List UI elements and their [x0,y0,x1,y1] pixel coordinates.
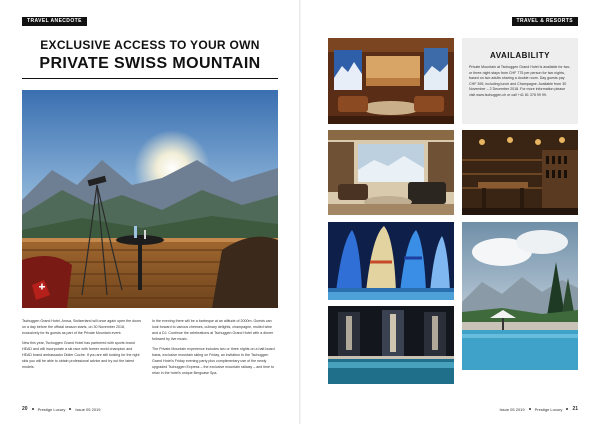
body-column-1 [22,318,142,374]
bullet-icon [32,408,34,410]
availability-box [462,38,578,124]
section-tag-left: TRAVEL ANECDOTE [22,17,87,26]
publication-name: Prestige Luxury [534,406,563,412]
bullet-icon [529,408,531,410]
photo-hotel-lounge [328,38,454,124]
headline-line-1: EXCLUSIVE ACCESS TO YOUR OWN [40,38,260,52]
availability-title: AVAILABILITY [490,51,550,60]
issue-label: Issue 05 2019 [499,406,525,412]
photo-wine-cellar [462,130,578,215]
page-number: 20 [22,406,28,412]
headline-line-2: PRIVATE SWISS MOUNTAIN [39,55,261,72]
section-tag-right: TRAVEL & RESORTS [512,17,579,26]
footer-left [22,406,101,412]
body-paragraph: New this year, Tschuggen Grand Hotel has partnered with sports brand HEAD and will incorporate a ski race with former world champion and HEAD brand ambassador Didier Cuche. If you are still looking for the right skis you will be able to obtain professional advice and try out the latest models. [22,341,140,369]
photo-outdoor-pool [462,222,578,370]
bullet-icon [566,408,568,410]
body-paragraph: In the evening there will be a barbeque at an altitude of 2000m. Guests can look forward to various cheeses, culinary delights, champagne, mulled wine and a DJ. Continue the celebrations at Tschuggen Grand Hotel with a dinner followed by live music. [152,319,274,341]
issue-label: Issue 05 2019 [75,406,101,412]
article-headline [22,38,278,74]
photo-suite-living-room [328,130,454,215]
body-paragraph: The Private Mountain experience includes two or three nights on a half-board basis, exclusive mountain skiing on Friday, an invitation to the Tschuggen Grand Hotel's Friday evening party plus complimentary use of the newly upgraded Tschuggen Express – the exclusive mountain railway – and time to relax in the hotel's unique Bergoase Spa. [152,347,275,375]
page-number: 21 [572,406,578,412]
page-fold [299,0,301,424]
photo-indoor-spa-pool [328,306,454,384]
headline-rule [22,78,278,79]
hero-photo-balcony-mountain-view [22,90,278,308]
body-paragraph: Tschuggen Grand Hotel, Arosa, Switzerland will once again open the doors on a day before the official season starts, on 30 November 2018, exclusively for its guests as part of the Private Mountain event. [22,319,142,335]
publication-name: Prestige Luxury [37,406,66,412]
footer-right [500,406,579,412]
photo-spa-stained-glass [328,222,454,300]
availability-text: Private Mountain at Tschuggen Grand Hotel is available for two- or three-night stays from CHF 775 per person for two nights, based on two adults sharing a double room. Day guests pay CHF 395, including lunch and Champagne. Available from 30 November – 2 December 2018. For more information please visit www.tschuggen.ch or call +41 81 378 99 99. [469,65,571,97]
body-column-2 [152,318,278,380]
bullet-icon [69,408,71,410]
